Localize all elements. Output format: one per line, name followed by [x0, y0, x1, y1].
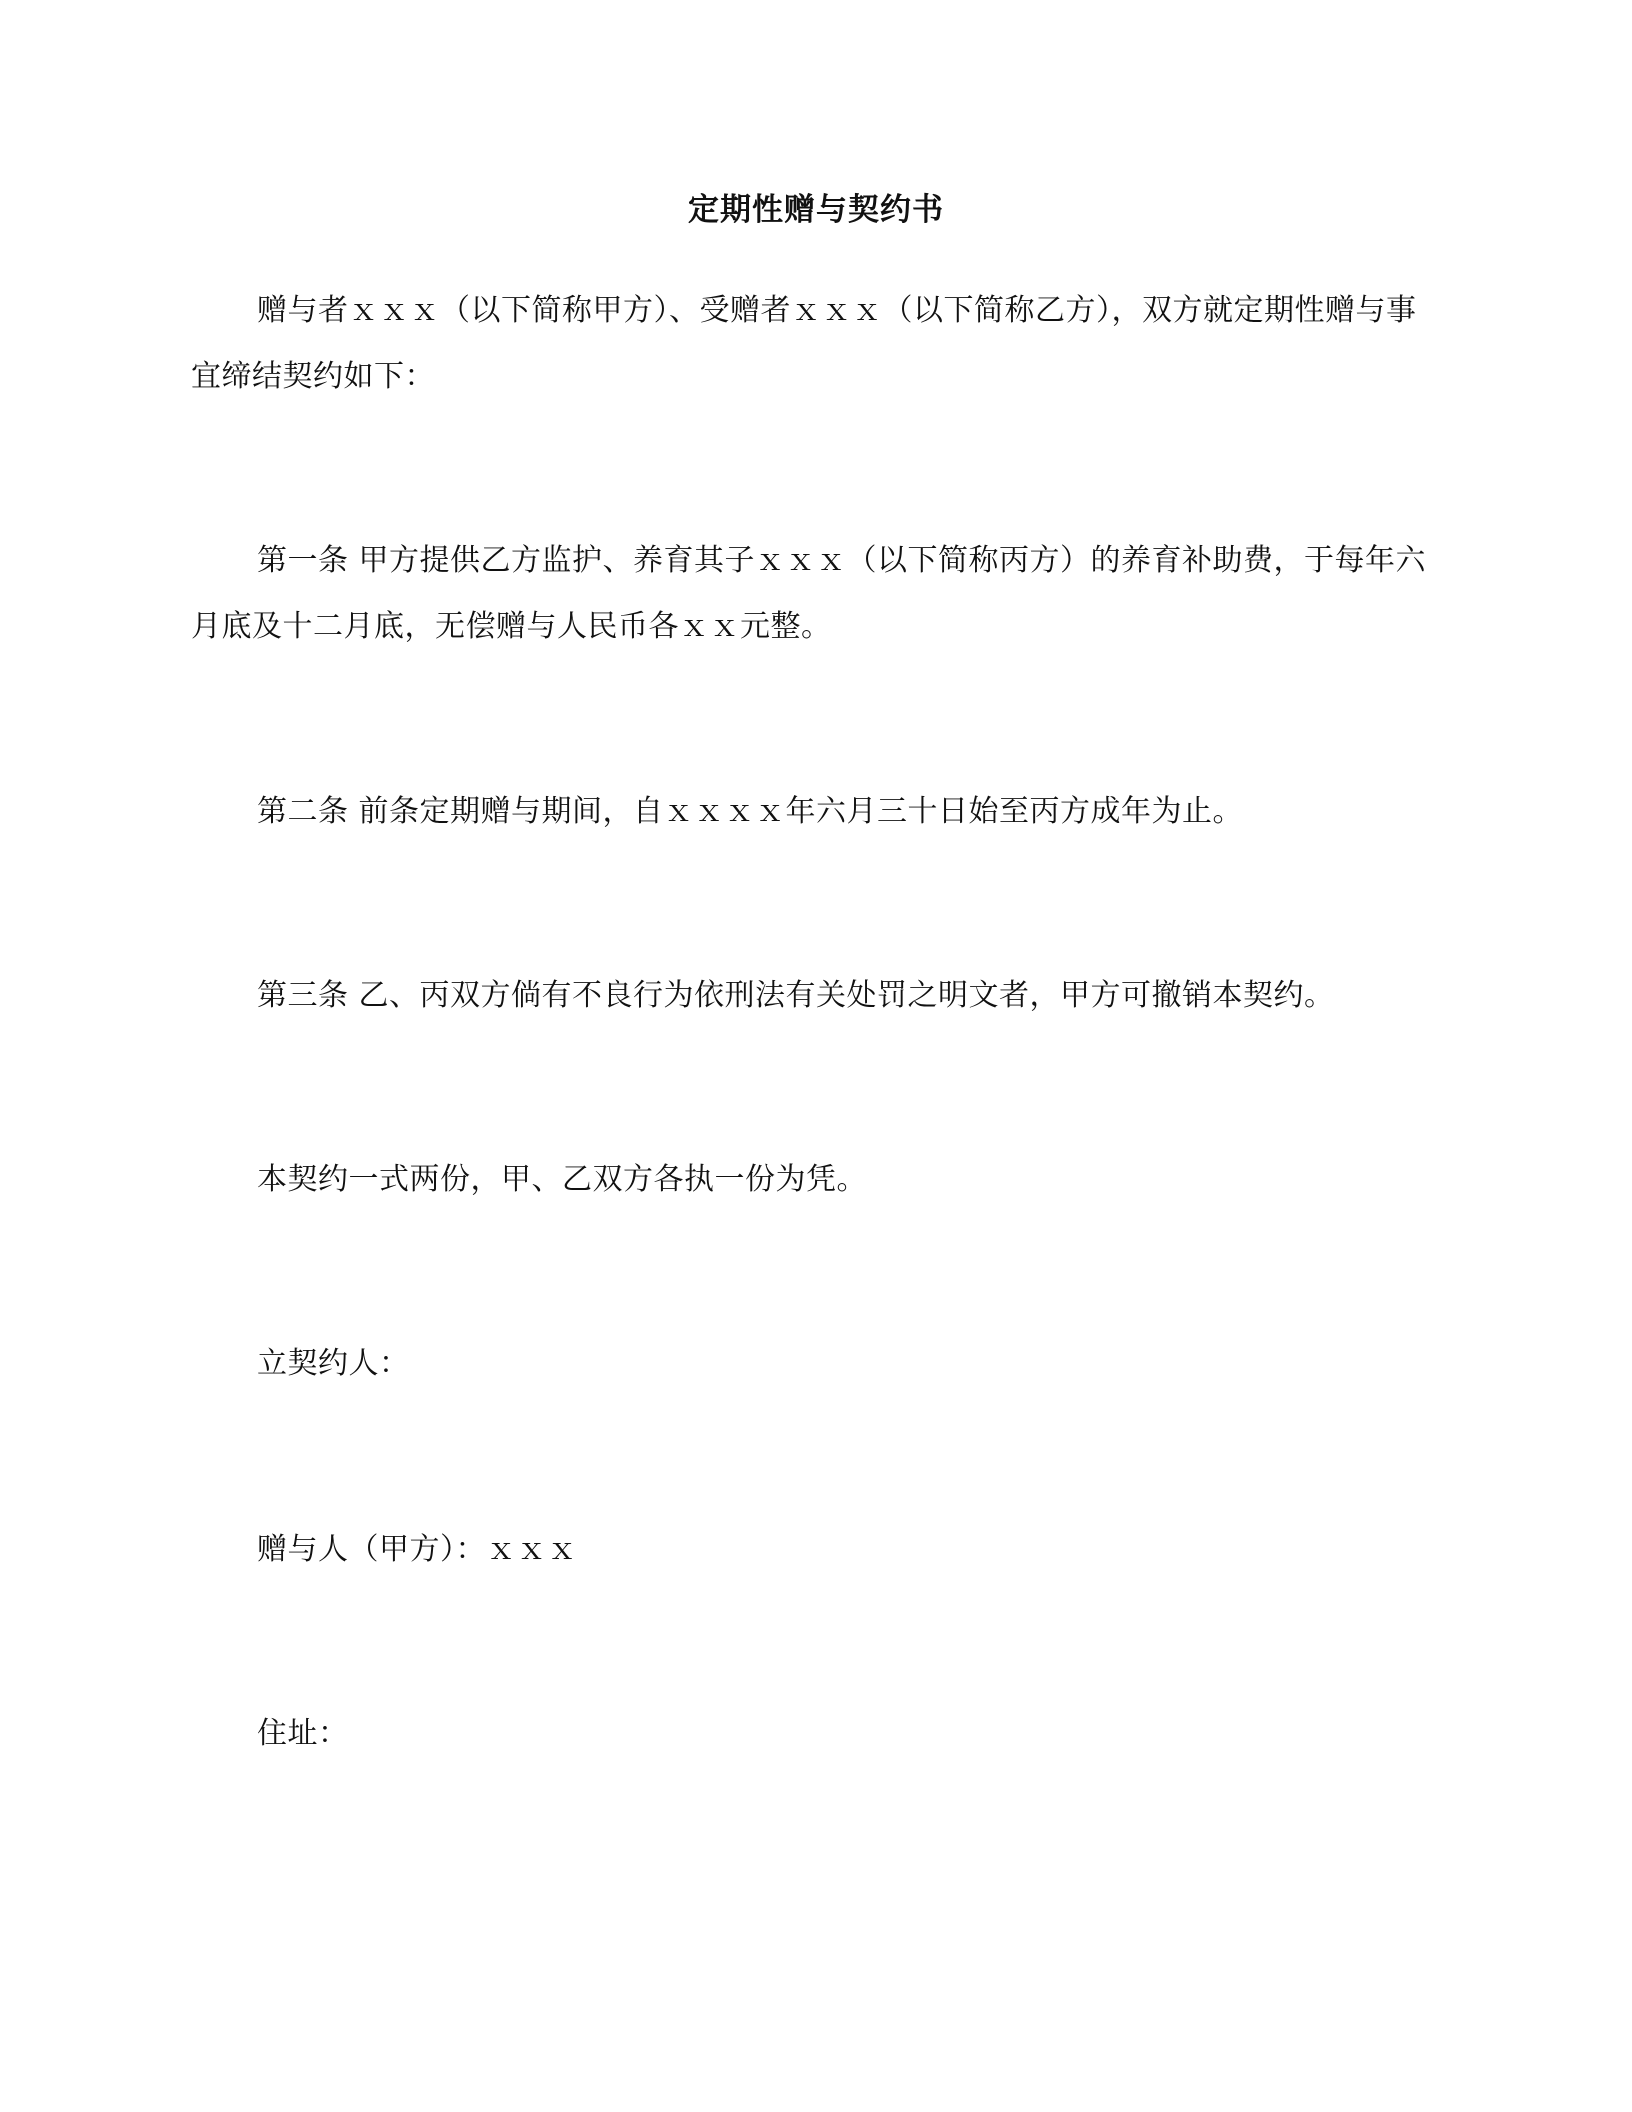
article-1-paragraph: 第一条 甲方提供乙方监护、养育其子ｘｘｘ（以下简称丙方）的养育补助费，于每年六月底及十二月底，无偿赠与人民币各ｘｘ元整。	[191, 543, 1427, 644]
article-3-paragraph: 第三条 乙、丙双方倘有不良行为依刑法有关处罚之明文者，甲方可撤销本契约。	[257, 978, 1335, 1013]
copies-paragraph: 本契约一式两份，甲、乙双方各执一份为凭。	[257, 1162, 867, 1197]
signatory-label: 立契约人：	[257, 1346, 410, 1381]
donor-label: 赠与人（甲方）：ｘｘｘ	[257, 1532, 578, 1567]
article-2-paragraph: 第二条 前条定期赠与期间，自ｘｘｘｘ年六月三十日始至丙方成年为止。	[257, 794, 1244, 829]
document-title: 定期性赠与契约书	[688, 192, 944, 228]
address-label: 住址：	[257, 1716, 349, 1751]
intro-paragraph: 赠与者ｘｘｘ（以下简称甲方）、受赠者ｘｘｘ（以下简称乙方），双方就定期性赠与事宜缔结契约如下：	[191, 293, 1417, 394]
